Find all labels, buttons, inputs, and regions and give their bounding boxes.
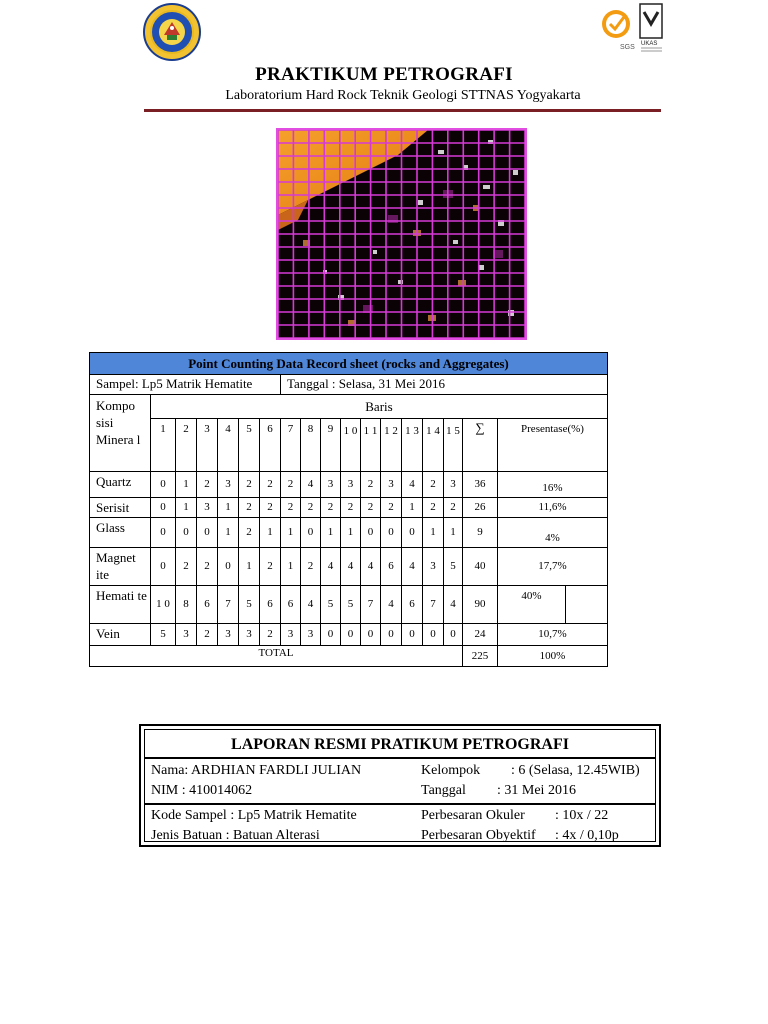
- count-cell: 2: [260, 624, 281, 646]
- count-cell: 0: [361, 624, 381, 646]
- empty-cell: [566, 586, 608, 624]
- count-cell: 0: [381, 624, 402, 646]
- total-row: [90, 646, 608, 667]
- count-cell: 0: [321, 624, 341, 646]
- col-header: 1: [151, 419, 176, 472]
- count-cell: 1: [176, 472, 197, 498]
- count-cell: 3: [423, 548, 444, 586]
- count-cell: 5: [239, 586, 260, 624]
- sum-cell: 36: [463, 472, 498, 498]
- certification-logos-icon: [600, 2, 666, 54]
- photomicrograph-image: [276, 128, 527, 340]
- report-obyektif-label: Perbesaran Obyektif: [421, 828, 536, 843]
- count-cell: 3: [381, 472, 402, 498]
- count-cell: 2: [341, 498, 361, 518]
- count-cell: 1: [444, 518, 463, 548]
- count-cell: 2: [321, 498, 341, 518]
- col-header: 2: [176, 419, 197, 472]
- count-cell: 4: [444, 586, 463, 624]
- report-title: LAPORAN RESMI PRATIKUM PETROGRAFI: [145, 730, 655, 759]
- count-cell: 0: [402, 624, 423, 646]
- count-cell: 0: [197, 518, 218, 548]
- mineral-row: [90, 498, 608, 518]
- total-label: TOTAL: [90, 646, 463, 667]
- count-cell: 4: [321, 548, 341, 586]
- count-cell: 0: [402, 518, 423, 548]
- count-cell: 3: [281, 624, 301, 646]
- percent-cell: 11,6%: [498, 498, 608, 518]
- count-cell: 2: [239, 518, 260, 548]
- count-cell: 0: [301, 518, 321, 548]
- mineral-row: [90, 472, 608, 498]
- count-cell: 5: [321, 586, 341, 624]
- mineral-name: Magnet ite: [90, 548, 151, 586]
- count-cell: 3: [444, 472, 463, 498]
- report-okuler-value: : 10x / 22: [555, 808, 609, 823]
- count-cell: 1: [423, 518, 444, 548]
- count-cell: 4: [402, 472, 423, 498]
- count-cell: 2: [381, 498, 402, 518]
- col-header: 1 2: [381, 419, 402, 472]
- sgs-text: SGS: [620, 44, 635, 51]
- col-header: 3: [197, 419, 218, 472]
- report-nama: Nama: ARDHIAN FARDLI JULIAN: [151, 763, 362, 778]
- table-title: Point Counting Data Record sheet (rocks and Aggregates): [90, 353, 608, 375]
- report-kelompok-value: : 6 (Selasa, 12.45WIB): [511, 763, 640, 778]
- mineral-name: Hemati te: [90, 586, 151, 624]
- count-cell: 0: [381, 518, 402, 548]
- report-tanggal-value: : 31 Mei 2016: [497, 783, 576, 798]
- count-cell: 1: [281, 548, 301, 586]
- count-cell: 0: [423, 624, 444, 646]
- column-number-row: [90, 419, 608, 472]
- count-cell: 3: [197, 498, 218, 518]
- report-box: [139, 724, 661, 847]
- count-cell: 0: [444, 624, 463, 646]
- sum-cell: 9: [463, 518, 498, 548]
- sample-cell: Sampel: Lp5 Matrik Hematite: [90, 375, 281, 395]
- count-cell: 2: [423, 472, 444, 498]
- count-cell: 4: [301, 586, 321, 624]
- count-cell: 1: [218, 498, 239, 518]
- total-sum: 225: [463, 646, 498, 667]
- count-cell: 0: [361, 518, 381, 548]
- sum-cell: 26: [463, 498, 498, 518]
- date-cell: Tanggal : Selasa, 31 Mei 2016: [281, 375, 608, 395]
- count-cell: 1: [239, 548, 260, 586]
- count-cell: 0: [176, 518, 197, 548]
- sum-cell: 24: [463, 624, 498, 646]
- komposisi-header: Kompo sisi Minera l: [90, 395, 151, 472]
- report-tanggal-label: Tanggal: [421, 783, 466, 798]
- count-cell: 2: [197, 624, 218, 646]
- count-cell: 2: [301, 498, 321, 518]
- col-header: 9: [321, 419, 341, 472]
- count-cell: 2: [260, 472, 281, 498]
- percent-cell: 4%: [498, 518, 608, 548]
- count-cell: 0: [151, 548, 176, 586]
- report-kode-sampel: Kode Sampel : Lp5 Matrik Hematite: [151, 808, 357, 823]
- count-cell: 4: [361, 548, 381, 586]
- photomicrograph-grid-icon: [278, 130, 525, 338]
- percent-cell: 17,7%: [498, 548, 608, 586]
- count-cell: 2: [239, 472, 260, 498]
- percent-cell: 40%: [498, 586, 566, 624]
- count-cell: 7: [361, 586, 381, 624]
- count-cell: 0: [151, 472, 176, 498]
- col-header: 8: [301, 419, 321, 472]
- mineral-row: [90, 518, 608, 548]
- count-cell: 2: [444, 498, 463, 518]
- count-cell: 7: [218, 586, 239, 624]
- count-cell: 2: [361, 472, 381, 498]
- count-cell: 3: [239, 624, 260, 646]
- report-okuler-label: Perbesaran Okuler: [421, 808, 525, 823]
- count-cell: 0: [151, 498, 176, 518]
- count-cell: 1: [176, 498, 197, 518]
- mineral-name: Glass: [90, 518, 151, 548]
- count-cell: 0: [151, 518, 176, 548]
- count-cell: 5: [444, 548, 463, 586]
- count-cell: 3: [218, 624, 239, 646]
- count-cell: 6: [197, 586, 218, 624]
- report-nim: NIM : 410014062: [151, 783, 253, 798]
- count-cell: 2: [423, 498, 444, 518]
- count-cell: 1 0: [151, 586, 176, 624]
- page-subtitle: Laboratorium Hard Rock Teknik Geologi STTNAS Yogyakarta: [225, 88, 581, 103]
- count-cell: 6: [260, 586, 281, 624]
- count-cell: 2: [301, 548, 321, 586]
- baris-header: Baris: [151, 395, 608, 419]
- report-kelompok-label: Kelompok: [421, 763, 481, 778]
- count-cell: 1: [281, 518, 301, 548]
- sum-cell: 90: [463, 586, 498, 624]
- count-cell: 2: [281, 498, 301, 518]
- count-cell: 1: [260, 518, 281, 548]
- count-cell: 1: [341, 518, 361, 548]
- count-cell: 7: [423, 586, 444, 624]
- col-header: 4: [218, 419, 239, 472]
- count-cell: 2: [239, 498, 260, 518]
- total-percent: 100%: [498, 646, 608, 667]
- count-cell: 3: [218, 472, 239, 498]
- mineral-row: [90, 586, 608, 624]
- count-cell: 2: [361, 498, 381, 518]
- sum-header: ∑: [463, 419, 498, 472]
- mineral-name: Serisit: [90, 498, 151, 518]
- count-cell: 8: [176, 586, 197, 624]
- count-cell: 3: [341, 472, 361, 498]
- col-header: 7: [281, 419, 301, 472]
- mineral-name: Vein: [90, 624, 151, 646]
- count-cell: 6: [381, 548, 402, 586]
- count-cell: 0: [341, 624, 361, 646]
- report-separator: [145, 803, 655, 805]
- report-jenis-batuan: Jenis Batuan : Batuan Alterasi: [151, 828, 320, 843]
- count-cell: 6: [402, 586, 423, 624]
- count-cell: 2: [176, 548, 197, 586]
- count-cell: 1: [321, 518, 341, 548]
- count-cell: 3: [321, 472, 341, 498]
- count-cell: 3: [301, 624, 321, 646]
- page-title: PRAKTIKUM PETROGRAFI: [255, 64, 513, 85]
- point-counting-table: [89, 352, 608, 667]
- count-cell: 2: [197, 472, 218, 498]
- count-cell: 4: [341, 548, 361, 586]
- col-header: 1 1: [361, 419, 381, 472]
- count-cell: 4: [301, 472, 321, 498]
- mineral-row: [90, 624, 608, 646]
- col-header: 1 4: [423, 419, 444, 472]
- count-cell: 5: [151, 624, 176, 646]
- percent-header: Presentase(%): [498, 419, 608, 472]
- count-cell: 2: [197, 548, 218, 586]
- svg-text:UKAS: UKAS: [641, 41, 658, 47]
- report-inner: [144, 729, 656, 842]
- mineral-row: [90, 548, 608, 586]
- institution-seal-icon: [140, 2, 204, 62]
- header-divider: [144, 109, 661, 112]
- percent-cell: 10,7%: [498, 624, 608, 646]
- count-cell: 2: [260, 498, 281, 518]
- count-cell: 2: [281, 472, 301, 498]
- col-header: 1 5: [444, 419, 463, 472]
- mineral-name: Quartz: [90, 472, 151, 498]
- count-cell: 2: [260, 548, 281, 586]
- col-header: 5: [239, 419, 260, 472]
- sum-cell: 40: [463, 548, 498, 586]
- count-cell: 5: [341, 586, 361, 624]
- count-cell: 0: [218, 548, 239, 586]
- report-obyektif-value: : 4x / 0,10p: [555, 828, 619, 843]
- count-cell: 1: [218, 518, 239, 548]
- col-header: 6: [260, 419, 281, 472]
- count-cell: 6: [281, 586, 301, 624]
- count-cell: 1: [402, 498, 423, 518]
- col-header: 1 0: [341, 419, 361, 472]
- percent-cell: 16%: [498, 472, 608, 498]
- col-header: 1 3: [402, 419, 423, 472]
- count-cell: 4: [381, 586, 402, 624]
- count-cell: 4: [402, 548, 423, 586]
- count-cell: 3: [176, 624, 197, 646]
